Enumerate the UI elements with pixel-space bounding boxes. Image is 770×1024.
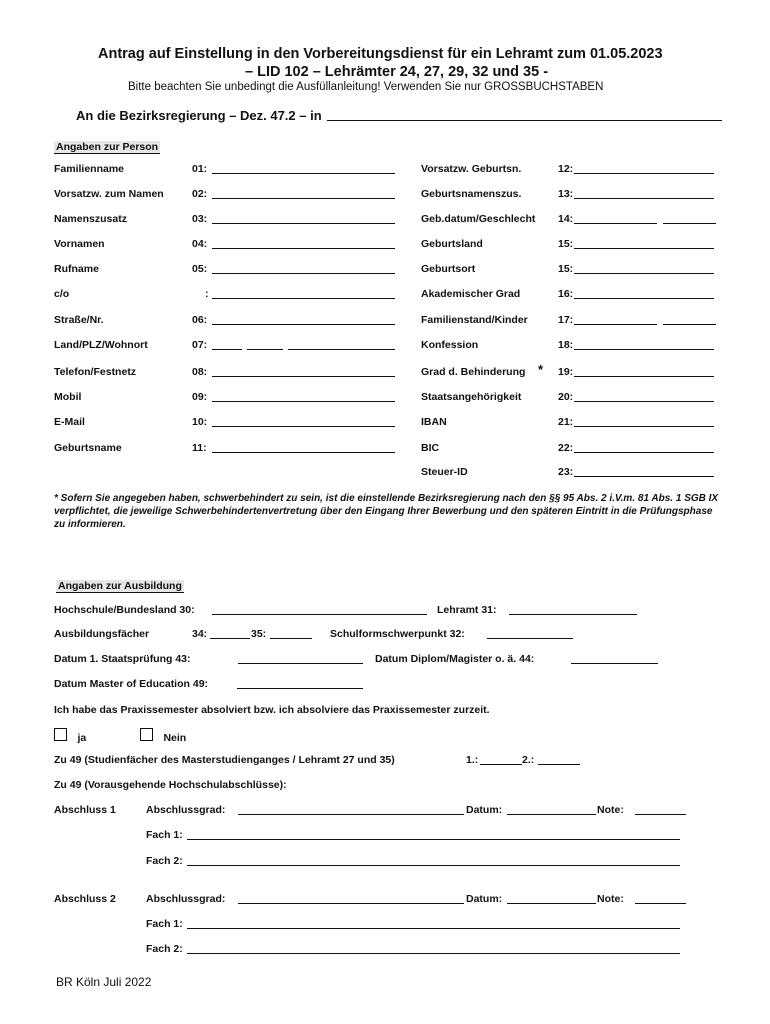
person-field-input[interactable] [212, 163, 395, 174]
person-field-input[interactable] [574, 163, 714, 174]
person-field-code: 11: [192, 442, 207, 454]
abschluss2-grad-field[interactable] [238, 893, 464, 904]
diplom-label: Datum Diplom/Magister o. ä. 44: [375, 653, 535, 665]
zu49-fach1-field[interactable] [480, 754, 522, 765]
abschluss1-grad-label: Abschlussgrad: [146, 804, 226, 816]
ja-checkbox[interactable] [54, 728, 67, 741]
person-field-label: Vornamen [54, 238, 105, 250]
person-field-code: 22: [558, 442, 574, 454]
person-field-input[interactable] [574, 288, 714, 299]
addressee-field[interactable] [327, 110, 722, 121]
person-field-label: Straße/Nr. [54, 314, 104, 326]
land-plz-wohnort-field[interactable] [288, 339, 395, 350]
land-plz-wohnort-field[interactable] [212, 339, 242, 350]
person-field-input[interactable] [574, 416, 714, 427]
person-field-code: 14: [558, 213, 574, 225]
person-field-code: 17: [558, 314, 574, 326]
praxis-nein-option[interactable] [140, 728, 186, 746]
person-field-label: Vorsatzw. zum Namen [54, 188, 164, 200]
abschluss1-datum-label: Datum: [466, 804, 503, 816]
hochschule-label: Hochschule/Bundesland 30: [54, 604, 195, 616]
person-field-code: 03: [192, 213, 208, 225]
person-field-code: 04: [192, 238, 208, 250]
form-title: Antrag auf Einstellung in den Vorbereitungsdienst für ein Lehramt zum 01.05.2023 [98, 46, 663, 62]
zu49-fach1-code: 1.: [466, 754, 479, 766]
person-field-code: 13: [558, 188, 574, 200]
person-field-label: Namenszusatz [54, 213, 127, 225]
person-field-input[interactable] [212, 288, 395, 299]
person-field-code: 09: [192, 391, 208, 403]
section-heading-person: Angaben zur Person [56, 141, 159, 153]
schulform-field[interactable] [487, 628, 573, 639]
person-field-input[interactable] [574, 442, 714, 453]
person-field-input[interactable] [212, 188, 395, 199]
person-field-label: BIC [421, 442, 440, 454]
abschluss2-label: Abschluss 2 [54, 893, 116, 905]
person-field-label: Familienname [54, 163, 125, 175]
person-field-input[interactable] [574, 213, 657, 224]
fach35-field[interactable] [270, 628, 312, 639]
footer-text: BR Köln Juli 2022 [56, 975, 152, 989]
section-heading-training: Angaben zur Ausbildung [58, 580, 182, 592]
abschluss2-grad-label: Abschlussgrad: [146, 893, 226, 905]
person-field-label: Steuer-ID [421, 466, 468, 478]
person-field-code: 10: [192, 416, 208, 428]
lehramt-label: Lehramt 31: [437, 604, 497, 616]
person-field-code: 16: [558, 288, 574, 300]
praxis-ja-option[interactable] [54, 728, 86, 746]
person-field-input[interactable] [212, 238, 395, 249]
person-field-input[interactable] [574, 339, 714, 350]
person-field-label: Geburtsort [421, 263, 476, 275]
master-label: Datum Master of Education 49: [54, 678, 209, 690]
person-field-label: Geburtsname [54, 442, 122, 454]
code34-label: 34: [192, 628, 208, 640]
form-subtitle: – LID 102 – Lehrämter 24, 27, 29, 32 und 35 - [245, 64, 549, 80]
master-field[interactable] [237, 678, 363, 689]
staatspruefung-field[interactable] [238, 653, 363, 664]
person-field-label: Land/PLZ/Wohnort [54, 339, 148, 351]
person-field-input[interactable] [574, 466, 714, 477]
nein-checkbox[interactable] [140, 728, 153, 741]
person-field-input[interactable] [212, 263, 395, 274]
footnote-disability: * Sofern Sie angegeben haben, schwerbehindert zu sein, ist die einstellende Bezirksregierung nach den §§ 95 Abs. 2 i.V.m. 81 Abs. 1 SGB IX verpflichtet, die jeweilige Schwerbehindertenvertretung über den Eingang Ihrer Bewerbung und den späteren Eintritt in die Prüfungsphase zu informieren. [54, 493, 719, 530]
person-field-code: 02: [192, 188, 208, 200]
person-field-code: 07: [192, 339, 208, 351]
person-field-label: Telefon/Festnetz [54, 366, 137, 378]
instruction-hint: Bitte beachten Sie unbedingt die Ausfüllanleitung! Verwenden Sie nur GROSSBUCHSTABEN [128, 81, 604, 93]
abschluss2-fach1-field[interactable] [187, 918, 680, 929]
zu49-studienfaecher-label: Zu 49 (Studienfächer des Masterstudienganges / Lehramt 27 und 35) [54, 754, 395, 766]
person-field-input[interactable] [574, 366, 714, 377]
abschluss2-datum-field[interactable] [507, 893, 596, 904]
person-field-input[interactable] [212, 391, 395, 402]
addressee-label: An die Bezirksregierung – Dez. 47.2 – in [76, 108, 322, 123]
person-field-label: Vorsatzw. Geburtsn. [421, 163, 522, 175]
hochschule-field[interactable] [212, 604, 427, 615]
person-field-input[interactable] [212, 314, 395, 325]
person-field-label: Staatsangehörigkeit [421, 391, 522, 403]
person-field-input[interactable] [574, 188, 714, 199]
person-field-label: Familienstand/Kinder [421, 314, 528, 326]
person-field-label: Mobil [54, 391, 82, 403]
person-field-code: 20: [558, 391, 574, 403]
person-field-label: E-Mail [54, 416, 85, 428]
abschluss1-note-label: Note: [597, 804, 624, 816]
person-field-code: 19: [558, 366, 574, 378]
praxissemester-statement: Ich habe das Praxissemester absolviert bzw. ich absolviere das Praxissemester zurzeit. [54, 704, 490, 716]
land-plz-wohnort-field[interactable] [247, 339, 283, 350]
diplom-field[interactable] [571, 653, 658, 664]
person-field-label: Grad d. Behinderung [421, 366, 526, 378]
staatspruefung-label: Datum 1. Staatsprüfung 43: [54, 653, 191, 665]
ja-label: ja [77, 732, 87, 744]
person-field-label: IBAN [421, 416, 447, 428]
person-field-input[interactable] [212, 366, 395, 377]
person-field-code: 08: [192, 366, 208, 378]
abschluss1-note-field[interactable] [635, 804, 686, 815]
abschluss1-fach2-label: Fach 2: [146, 855, 183, 867]
zu49-fach2-field[interactable] [538, 754, 580, 765]
abschluss1-fach2-field[interactable] [187, 855, 680, 866]
abschluss2-note-label: Note: [597, 893, 624, 905]
abschluss2-datum-label: Datum: [466, 893, 503, 905]
abschluss1-label: Abschluss 1 [54, 804, 116, 816]
person-field-code: 06: [192, 314, 208, 326]
person-field-input[interactable] [574, 263, 714, 274]
person-field-code: 21: [558, 416, 574, 428]
faecher-label: Ausbildungsfächer [54, 628, 150, 640]
person-field-label: c/o [54, 288, 70, 300]
person-field-code: 05: [192, 263, 208, 275]
person-field-input[interactable] [212, 416, 395, 427]
code35-label: 35: [251, 628, 267, 640]
person-field-input[interactable] [663, 213, 716, 224]
abschluss1-grad-field[interactable] [238, 804, 464, 815]
person-field-label: Konfession [421, 339, 479, 351]
abschluss2-note-field[interactable] [635, 893, 686, 904]
abschluss2-fach2-label: Fach 2: [146, 943, 183, 955]
person-field-label: Geburtsnamenszus. [421, 188, 522, 200]
person-field-code: 23: [558, 466, 574, 478]
abschluss1-datum-field[interactable] [507, 804, 596, 815]
person-field-input[interactable] [574, 314, 657, 325]
person-field-label: Akademischer Grad [421, 288, 521, 300]
asterisk-marker: * [538, 362, 544, 377]
person-field-code: 15: [558, 238, 574, 250]
lehramt-field[interactable] [509, 604, 637, 615]
abschluss2-fach1-label: Fach 1: [146, 918, 183, 930]
schulform-label: Schulformschwerpunkt 32: [330, 628, 465, 640]
person-field-code: 12: [558, 163, 574, 175]
abschluss2-fach2-field[interactable] [187, 943, 680, 954]
fach34-field[interactable] [210, 628, 250, 639]
person-field-input[interactable] [212, 442, 395, 453]
person-field-code: : [205, 288, 209, 300]
person-field-input[interactable] [212, 213, 395, 224]
abschluss1-fach1-label: Fach 1: [146, 829, 183, 841]
person-field-code: 01: [192, 163, 208, 175]
person-field-label: Rufname [54, 263, 99, 275]
abschluss1-fach1-field[interactable] [187, 829, 680, 840]
person-field-code: 18: [558, 339, 574, 351]
person-field-code: 15: [558, 263, 574, 275]
person-field-label: Geburtsland [421, 238, 483, 250]
zu49-abschluesse-label: Zu 49 (Vorausgehende Hochschulabschlüsse): [54, 779, 287, 791]
person-field-input[interactable] [574, 391, 714, 402]
nein-label: Nein [163, 732, 187, 744]
person-field-input[interactable] [574, 238, 714, 249]
person-field-input[interactable] [663, 314, 716, 325]
person-field-label: Geb.datum/Geschlecht [421, 213, 536, 225]
zu49-fach2-code: 2.: [522, 754, 535, 766]
